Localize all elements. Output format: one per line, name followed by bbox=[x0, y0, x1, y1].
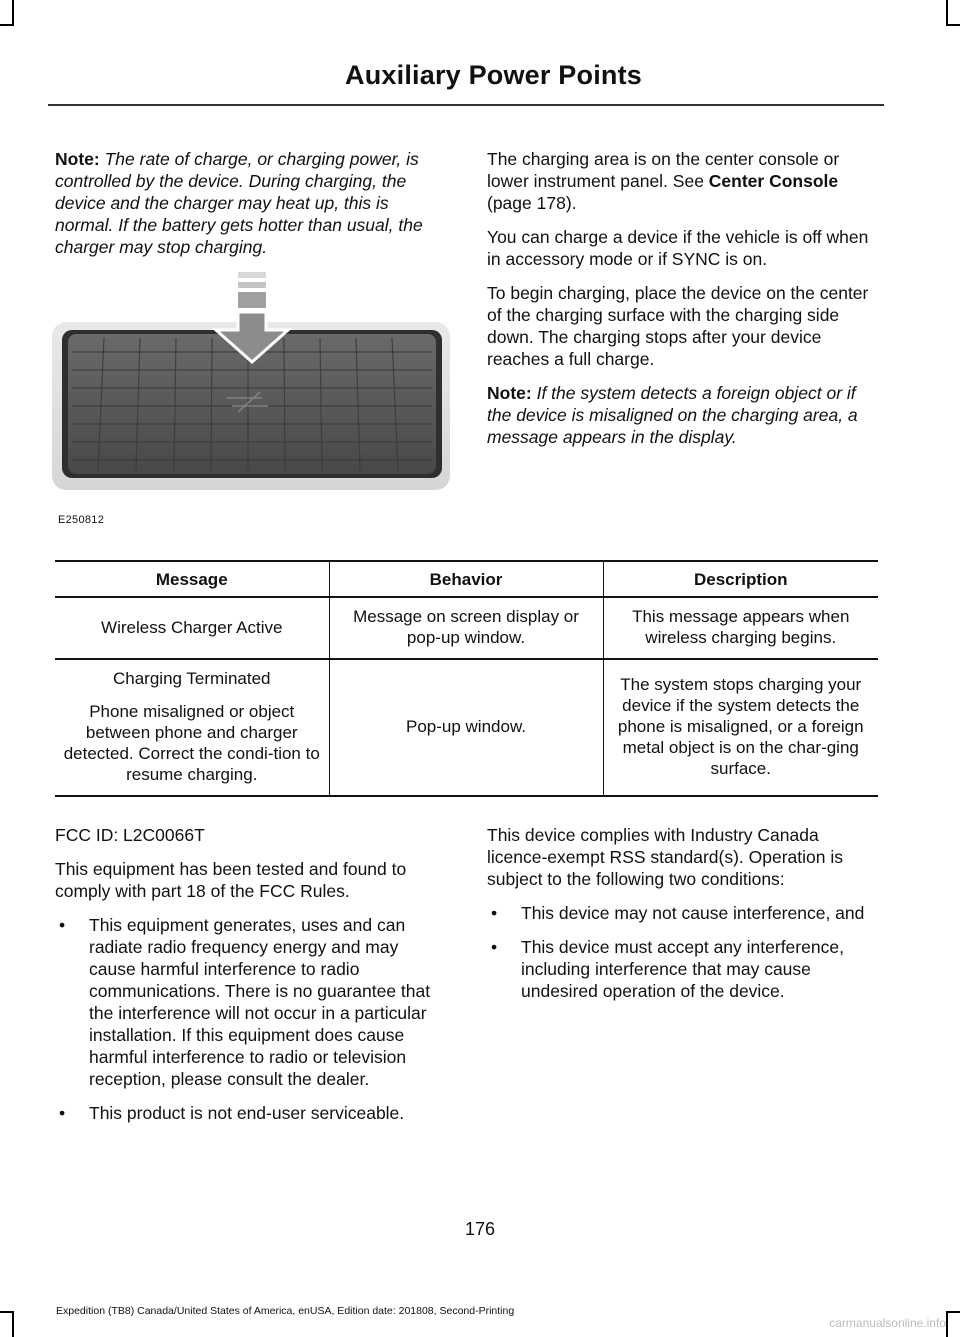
crop-mark bbox=[946, 1311, 948, 1337]
description-cell: This message appears when wireless charging begins. bbox=[603, 597, 878, 659]
message-cell bbox=[55, 659, 329, 796]
column-header-behavior: Behavior bbox=[329, 561, 603, 597]
column-header-message: Message bbox=[55, 561, 329, 597]
message-table bbox=[55, 560, 878, 797]
behavior-cell: Message on screen display or pop-up window. bbox=[329, 597, 603, 659]
fcc-intro: This equipment has been tested and found to comply with part 18 of the FCC Rules. bbox=[55, 859, 407, 901]
left-note bbox=[55, 148, 447, 270]
industry-canada-section bbox=[487, 824, 879, 1014]
message-cell: Wireless Charger Active bbox=[55, 597, 329, 659]
behavior-cell: Pop-up window. bbox=[329, 659, 603, 796]
begin-charging-paragraph: To begin charging, place the device on the center of the charging surface with the charging side down. The charging stops after your device reaches a full charge. bbox=[487, 283, 869, 369]
figure-code: E250812 bbox=[58, 514, 105, 526]
page-number: 176 bbox=[464, 1219, 496, 1239]
fcc-bullet-list bbox=[55, 914, 447, 1124]
crop-mark bbox=[0, 24, 14, 26]
message-title: Charging Terminated bbox=[113, 669, 271, 688]
foreign-object-note bbox=[487, 382, 879, 448]
note-label: Note: bbox=[55, 149, 100, 169]
note-text: If the system detects a foreign object or if the device is misaligned on the charging area, a message appears in the display. bbox=[487, 383, 858, 447]
canada-bullet-list bbox=[487, 902, 879, 1002]
canada-intro: This device complies with Industry Canada licence-exempt RSS standard(s). Operation is subject to the following two conditions: bbox=[487, 825, 843, 889]
right-column bbox=[487, 148, 879, 460]
header-divider bbox=[48, 104, 884, 106]
page-title: Auxiliary Power Points bbox=[345, 60, 642, 90]
crop-mark bbox=[946, 0, 948, 26]
crop-mark bbox=[12, 0, 14, 26]
crop-mark bbox=[0, 1311, 14, 1313]
wireless-charging-pad-icon bbox=[48, 268, 454, 500]
table-row bbox=[55, 597, 878, 659]
message-detail: Phone misaligned or object between phone and charger detected. Correct the condi-tion to resume charging. bbox=[63, 702, 320, 784]
list-item: • This equipment generates, uses and can radiate radio frequency energy and may cause harmful interference to radio communications. There is no guarantee that the interference will not occur in a particular installation. If this equipment does cause harmful interference to radio or television reception, please consult the dealer. bbox=[59, 915, 431, 1089]
watermark: carmanualsonline.info bbox=[829, 1316, 946, 1330]
table-header-row bbox=[55, 561, 878, 597]
crop-mark bbox=[946, 1311, 960, 1313]
list-item: • This device must accept any interference, including interference that may cause undesired operation of the device. bbox=[491, 937, 844, 1001]
center-console-link[interactable]: Center Console bbox=[708, 171, 839, 191]
crop-mark bbox=[946, 24, 960, 26]
list-item: • This product is not end-user serviceable. bbox=[59, 1103, 405, 1123]
column-header-description: Description bbox=[603, 561, 878, 597]
note-text: The rate of charge, or charging power, is controlled by the device. During charging, the device and the charger may heat up, this is normal. If the battery gets hotter than usual, the charger may stop charging. bbox=[55, 149, 423, 257]
description-cell: The system stops charging your device if the system detects the phone is misaligned, or a foreign metal object is on the char-ging surface. bbox=[603, 659, 878, 796]
fcc-section bbox=[55, 824, 447, 1136]
list-item: • This device may not cause interference, and bbox=[491, 903, 865, 923]
fcc-id: FCC ID: L2C0066T bbox=[55, 825, 205, 845]
note-label: Note: bbox=[487, 383, 532, 403]
charging-area-paragraph: The charging area is on the center console or lower instrument panel. See Center Console (page 178). bbox=[487, 149, 840, 213]
crop-mark bbox=[12, 1311, 14, 1337]
table-row bbox=[55, 659, 878, 796]
accessory-mode-paragraph: You can charge a device if the vehicle is off when in accessory mode or if SYNC is on. bbox=[487, 227, 869, 269]
footer-edition-info: Expedition (TB8) Canada/United States of America, enUSA, Edition date: 201808, Second-Printing bbox=[56, 1305, 515, 1317]
